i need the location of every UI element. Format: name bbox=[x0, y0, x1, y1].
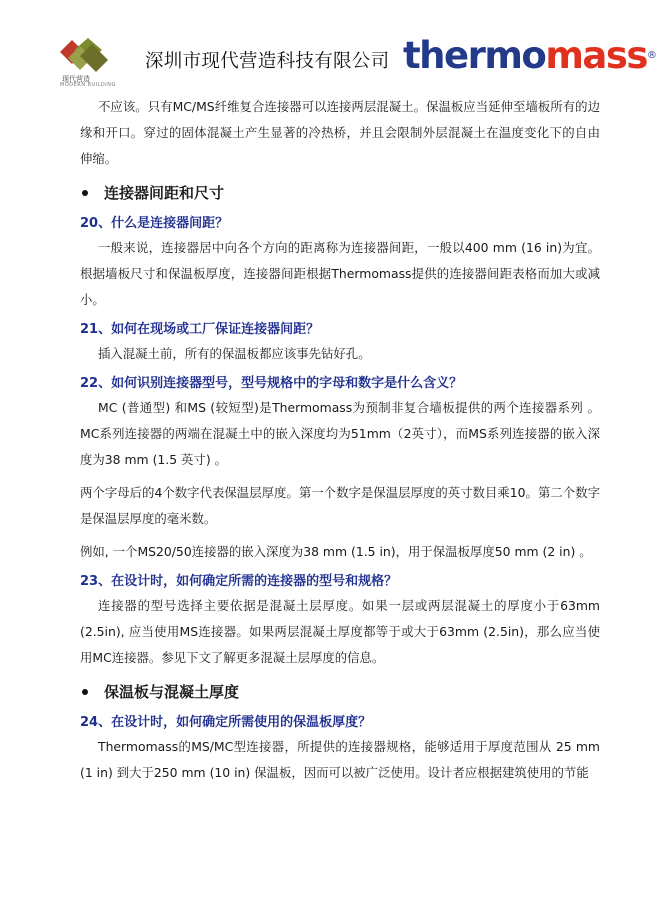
section-title: 连接器间距和尺寸 bbox=[104, 184, 225, 202]
question-24: 24、在设计时，如何确定所需使用的保温板厚度？ bbox=[80, 715, 372, 730]
brand-part1: thermo bbox=[403, 34, 546, 77]
section-heading bbox=[80, 678, 600, 706]
answer-23: 连接器的型号选择主要依据是混凝土层厚度。如果一层或两层混凝土的厚度小于63mm (2.5in), 应当使用MS连接器。如果两层混凝土厚度都等于或大于63mm (2.5in)，那么应当使用MC连接器。参见下文了解更多混凝土层厚度的信息。 bbox=[80, 598, 600, 665]
brand-part2: mass bbox=[545, 34, 647, 77]
bullet-icon bbox=[82, 689, 88, 695]
answer-24: Thermomass的MS/MC型连接器，所提供的连接器规格，能够适用于厚度范围从 25 mm (1 in) 到大于250 mm (10 in) 保温板，因而可以被广泛使用。设计者应根据建筑使用的节能 bbox=[80, 739, 600, 780]
answer-22-part2: 两个字母后的4个数字代表保温层厚度。第一个数字是保温层厚度的英寸数目乘10。第二个数字是保温层厚度的毫米数。 bbox=[80, 485, 600, 526]
logo-caption: MODERN BUILDING bbox=[60, 82, 116, 88]
question-21: 21、如何在现场或工厂保证连接器间距？ bbox=[80, 322, 320, 337]
document-body bbox=[80, 94, 600, 786]
answer-22-part1: MC (普通型) 和MS (较短型)是Thermomass为预制非复合墙板提供的两个连接器系列 。MC系列连接器的两端在混凝土中的嵌入深度均为51mm（2英寸），而MS系列连接器的嵌入深度为38 mm (1.5 英寸) 。 bbox=[80, 400, 600, 467]
section-title: 保温板与混凝土厚度 bbox=[104, 683, 240, 701]
company-name: 深圳市现代营造科技有限公司 bbox=[145, 51, 390, 72]
paragraph-intro: 不应该。只有MC/MS纤维复合连接器可以连接两层混凝土。保温板应当延伸至墙板所有的边缘和开口。穿过的固体混凝土产生显著的冷热桥，并且会限制外层混凝土在温度变化下的自由伸缩。 bbox=[80, 99, 600, 166]
bullet-icon bbox=[82, 190, 88, 196]
brand-mark: ® bbox=[646, 50, 657, 61]
question-22: 22、如何识别连接器型号，型号规格中的字母和数字是什么含义？ bbox=[80, 376, 463, 391]
brand-logo bbox=[403, 36, 657, 76]
section-heading bbox=[80, 179, 600, 207]
question-23: 23、在设计时，如何确定所需的连接器的型号和规格？ bbox=[80, 574, 398, 589]
question-20: 20、什么是连接器间距？ bbox=[80, 216, 229, 231]
page-header bbox=[0, 0, 671, 88]
answer-20: 一般来说，连接器居中向各个方向的距离称为连接器间距，一般以400 mm (16 in)为宜。根据墙板尺寸和保温板厚度，连接器间距根据Thermomass提供的连接器间距表格而加大或减小。 bbox=[80, 240, 600, 307]
answer-21: 插入混凝土前，所有的保温板都应该事先钻好孔。 bbox=[98, 346, 371, 361]
answer-22-part3: 例如, 一个MS20/50连接器的嵌入深度为38 mm (1.5 in)，用于保温板厚度50 mm (2 in) 。 bbox=[80, 544, 592, 559]
logo-text: 现代营造 bbox=[62, 75, 90, 83]
